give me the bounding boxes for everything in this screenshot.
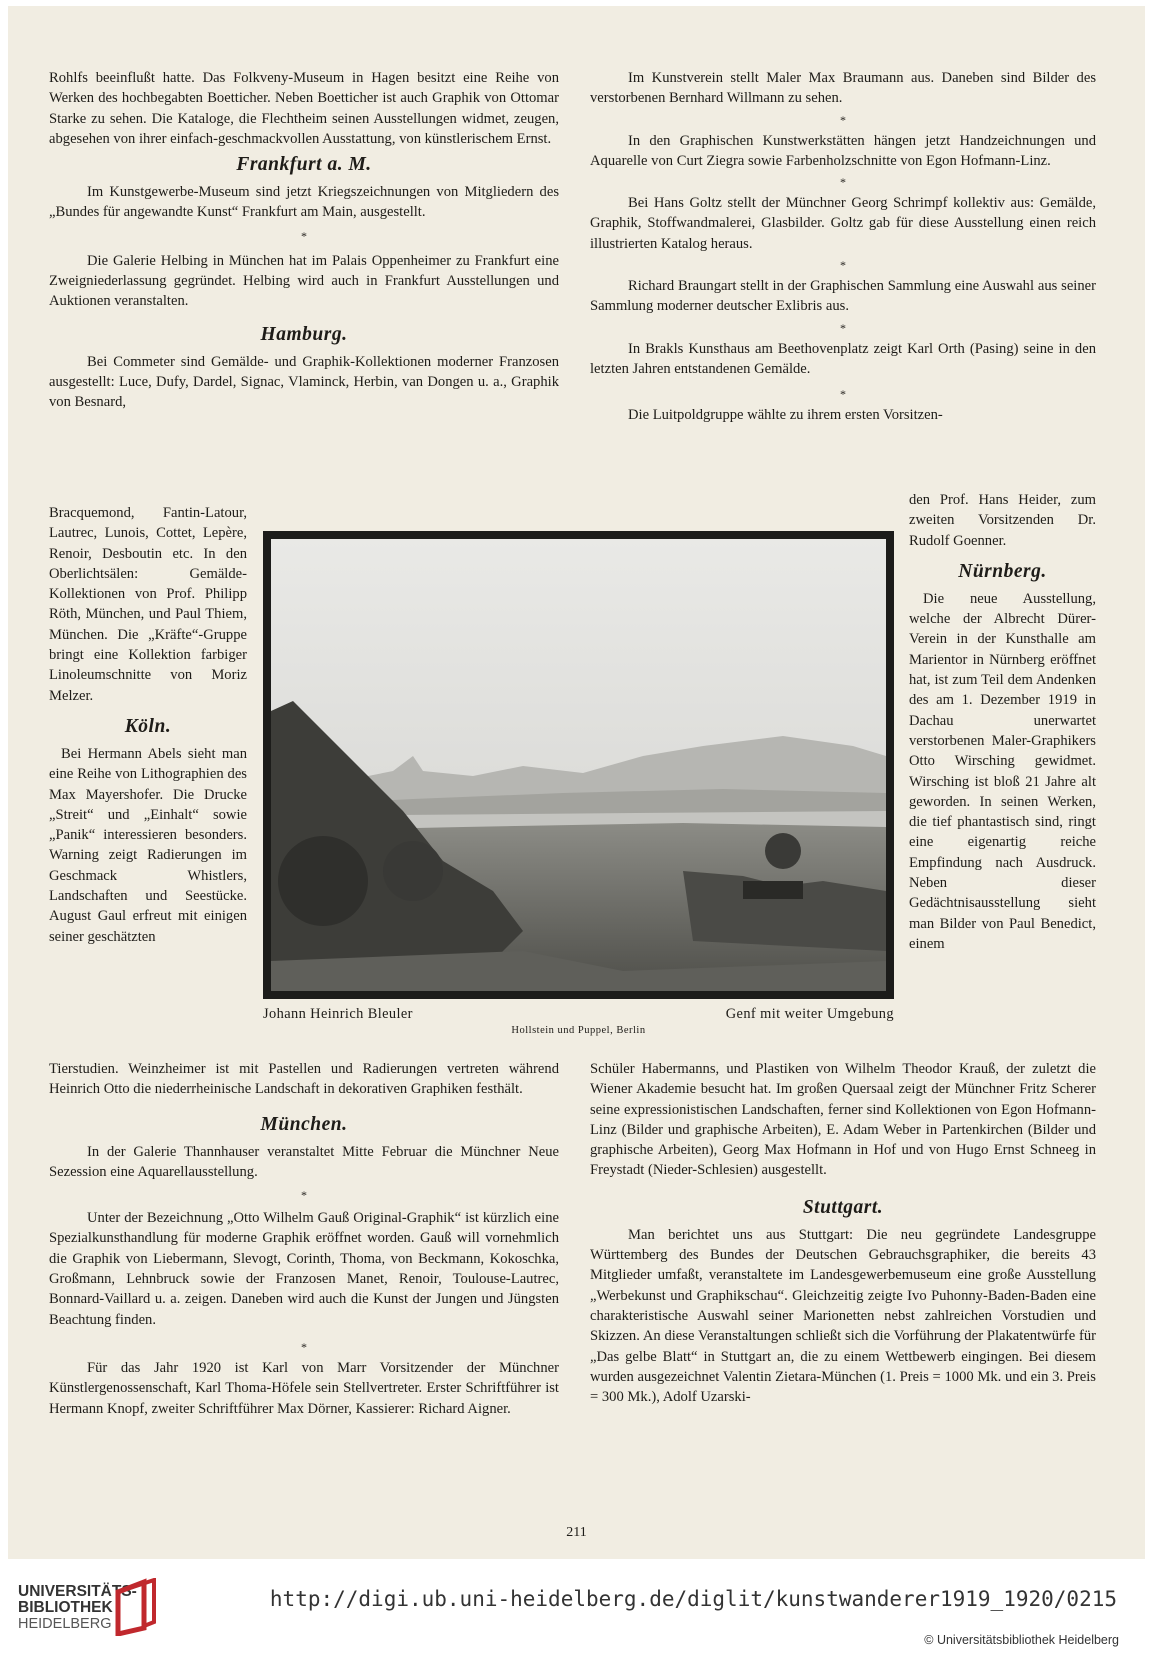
figure-credit: Hollstein und Puppel, Berlin	[511, 1025, 646, 1036]
landscape-painting-image	[263, 531, 894, 999]
section-heading-nuernberg: Nürnberg.	[958, 560, 1047, 582]
paragraph: Tierstudien. Weinzheimer ist mit Pastellen und Radierungen vertreten während Heinrich Otto die niederrheinische Landschaft in dekorativen Graphiken festhält.	[49, 1061, 559, 1098]
separator-star: *	[840, 112, 846, 127]
paragraph: In der Galerie Thannhauser veranstaltet Mitte Februar die Münchner Neue Sezession eine Aquarellausstellung.	[49, 1143, 559, 1180]
left-column-bottom	[49, 1059, 559, 1419]
paragraph: Die neue Ausstellung, welche der Albrecht Dürer-Verein in der Kunsthalle am Marientor in Nürnberg eröffnet hat, ist zum Teil dem Andenken des am 1. Dezember 1919 in Dachau unerwartet verstorbenen Maler-Graphikers Otto Wirsching gewidmet. Wirsching ist bloß 21 Jahre alt geworden. In seinen Werken, die tief phantastisch sind, ringt eine eigenartig reiche Empfindung nach Ausdruck. Neben dieser Gedächtnisausstellung sieht man Bilder von Paul Benedict, einem	[909, 590, 1096, 952]
section-heading-stuttgart: Stuttgart.	[802, 1196, 884, 1218]
paragraph: Bei Commeter sind Gemälde- und Graphik-Kollektionen moderner Franzosen ausgestellt: Luce, Dufy, Dardel, Signac, Vlaminck, Herbin, van Dongen u. a., Graphik von Besnard,	[49, 353, 559, 411]
paragraph: Rohlfs beeinflußt hatte. Das Folkveny-Museum in Hagen besitzt eine Reihe von Werken des hochbegabten Boetticher. Neben Boetticher ist auch Graphik von Ottomar Starke zu sehen. Die Kataloge, die Flechtheim seinen Ausstellungen widmet, zeugen, abgesehen von ihrer einfach-geschmackvollen Ausstattung, von künstlerischem Ernst.	[49, 70, 559, 147]
section-heading-frankfurt: Frankfurt a. M.	[236, 154, 372, 176]
paragraph: In Brakls Kunsthaus am Beethovenplatz zeigt Karl Orth (Pasing) seine in den letzten Jahren entstandenen Gemälde.	[590, 340, 1096, 377]
page-number: 211	[566, 1525, 587, 1540]
paragraph: Bei Hans Goltz stellt der Münchner Georg Schrimpf kollektiv aus: Gemälde, Graphik, Stoffwandmalerei, Glasbilder. Goltz gab für diese Ausstellung einen reich illustrierten Katalog heraus.	[590, 195, 1096, 252]
separator-star: *	[301, 1339, 307, 1354]
separator-star: *	[840, 320, 846, 335]
left-column-top	[49, 68, 559, 413]
paragraph: Bracquemond, Fantin-Latour, Lautrec, Lunois, Cottet, Lepère, Renoir, Desboutin etc. In den Oberlichtsälen: Gemälde-Kollektionen von Prof. Philipp Röth, München, und Paul Thiem, München. Die „Kräfte“-Gruppe bringt eine Kollektion farbiger Linoleumschnitte von Moriz Melzer.	[49, 505, 247, 704]
paragraph: Die Galerie Helbing in München hat im Palais Oppenheimer zu Frankfurt eine Zweigniederlassung gegründet. Helbing wird auch in Frankfurt Ausstellungen und Auktionen veranstalten.	[49, 252, 559, 310]
separator-star: *	[840, 175, 846, 190]
right-column-bottom	[590, 1059, 1096, 1407]
left-column-beside-figure	[49, 503, 247, 947]
paragraph: Bei Hermann Abels sieht man eine Reihe von Lithographien des Max Mayershofer. Die Drucke „Streit“ und „Einhalt“ sowie „Panik“ interessieren besonders. Warning zeigt Radierungen im Geschmack Whistlers, Landschaften und Seestücke. August Gaul erfreut mit einigen seiner geschätzten	[49, 745, 247, 945]
paragraph: Richard Braungart stellt in der Graphischen Sammlung eine Auswahl aus seiner Sammlung moderner deutscher Exlibris aus.	[590, 278, 1096, 315]
figure-caption-title: Genf mit weiter Umgebung	[725, 1006, 894, 1022]
logo-line: HEIDELBERG	[18, 1616, 112, 1632]
paragraph: In den Graphischen Kunstwerkstätten hängen jetzt Handzeichnungen und Aquarelle von Curt Ziegra sowie Farbenholzschnitte von Egon Hofmann-Linz.	[590, 132, 1096, 169]
figure-caption-artist: Johann Heinrich Bleuler	[263, 1006, 413, 1022]
paragraph: Schüler Habermanns, und Plastiken von Wilhelm Theodor Krauß, der zuletzt die Wiener Akademie besucht hat. Im großen Quersaal zeigt der Münchner Fritz Scherer seine expressionistischen Landschaften, ferner sind Kollektionen von Egon Hofmann-Linz (Bilder und graphische Arbeiten), E. Adam Weber in Partenkirchen (Bilder und graphische Arbeiten), Georg Max Hofmann in Hof und von Hugo Ernst Schneeg in Freystadt (Nieder-Schlesien) ausgestellt.	[590, 1061, 1096, 1179]
separator-star: *	[301, 228, 307, 243]
section-heading-muenchen: München.	[260, 1113, 348, 1135]
paragraph: Im Kunstgewerbe-Museum sind jetzt Kriegszeichnungen von Mitgliedern des „Bundes für angewandte Kunst“ Frankfurt am Main, ausgestellt.	[49, 184, 559, 221]
library-logo-icon	[114, 1578, 158, 1636]
footer-bar	[0, 1560, 1153, 1657]
paragraph: Im Kunstverein stellt Maler Max Braumann aus. Daneben sind Bilder des verstorbenen Bernhard Willmann zu sehen.	[590, 70, 1096, 107]
paragraph: Die Luitpoldgruppe wählte zu ihrem ersten Vorsitzen-	[628, 407, 943, 424]
paragraph: Unter der Bezeichnung „Otto Wilhelm Gauß Original-Graphik“ ist kürzlich eine Spezialkunsthandlung für moderne Graphik eröffnet worden. Gauß will vornehmlich die Graphik von Liebermann, Slevogt, Corinth, Thoma, von Beckmann, Kokoschka, Großmann, Lehnbruck sowie der Franzosen Manet, Renoir, Toulouse-Lautrec, Bonnard-Vaillard u. a. zeigen. Daneben wird auch die Kunst der Jungen und Jüngsten Beachtung finden.	[49, 1210, 559, 1328]
separator-star: *	[840, 258, 846, 273]
paragraph: den Prof. Hans Heider, zum zweiten Vorsitzenden Dr. Rudolf Goenner.	[909, 492, 1096, 549]
separator-star: *	[840, 387, 846, 402]
logo-line: BIBLIOTHEK	[18, 1599, 113, 1616]
paragraph: Man berichtet uns aus Stuttgart: Die neu gegründete Landesgruppe Württemberg des Bundes der Deutschen Gebrauchsgraphiker, die bereits 43 Mitglieder umfaßt, veranstaltete im Landesgewerbemuseum eine große Ausstellung „Werbekunst und Graphikschau“. Gleichzeitig zeigte Ivo Puhonny-Baden-Baden eine charakteristische Auswahl seiner Marionetten nebst zahlreichen Vorstudien und Skizzen. An diese Veranstaltungen schließt sich die Vorführung der Plakatentwürfe für „Das gelbe Blatt“ in Stuttgart an, die zu einem Wettbewerb eingingen. Bei diesem wurden ausgezeichnet Valentin Zietara-München (1. Preis = 1000 Mk. und ein 3. Preis = 300 Mk.), Adolf Uzarski-	[590, 1226, 1096, 1406]
copyright-notice: © Universitätsbibliothek Heidelberg	[924, 1633, 1119, 1647]
section-heading-koeln: Köln.	[124, 715, 172, 737]
figure	[263, 531, 894, 1036]
section-heading-hamburg: Hamburg.	[260, 323, 348, 345]
right-column-top	[590, 68, 1096, 426]
scanned-page	[8, 6, 1145, 1559]
paragraph: Für das Jahr 1920 ist Karl von Marr Vorsitzender der Münchner Künstlergenossenschaft, Karl Thoma-Höfele sein Stellvertreter. Erster Schriftführer ist Hermann Knopf, zweiter Schriftführer Max Dörner, Kassierer: Richard Aigner.	[49, 1359, 559, 1417]
right-column-beside-figure	[909, 490, 1096, 954]
separator-star: *	[301, 1188, 307, 1203]
logo-line: UNIVERSITÄTS-	[18, 1583, 137, 1600]
permalink-url[interactable]: http://digi.ub.uni-heidelberg.de/diglit/kunstwanderer1919_1920/0215	[269, 1587, 1117, 1611]
